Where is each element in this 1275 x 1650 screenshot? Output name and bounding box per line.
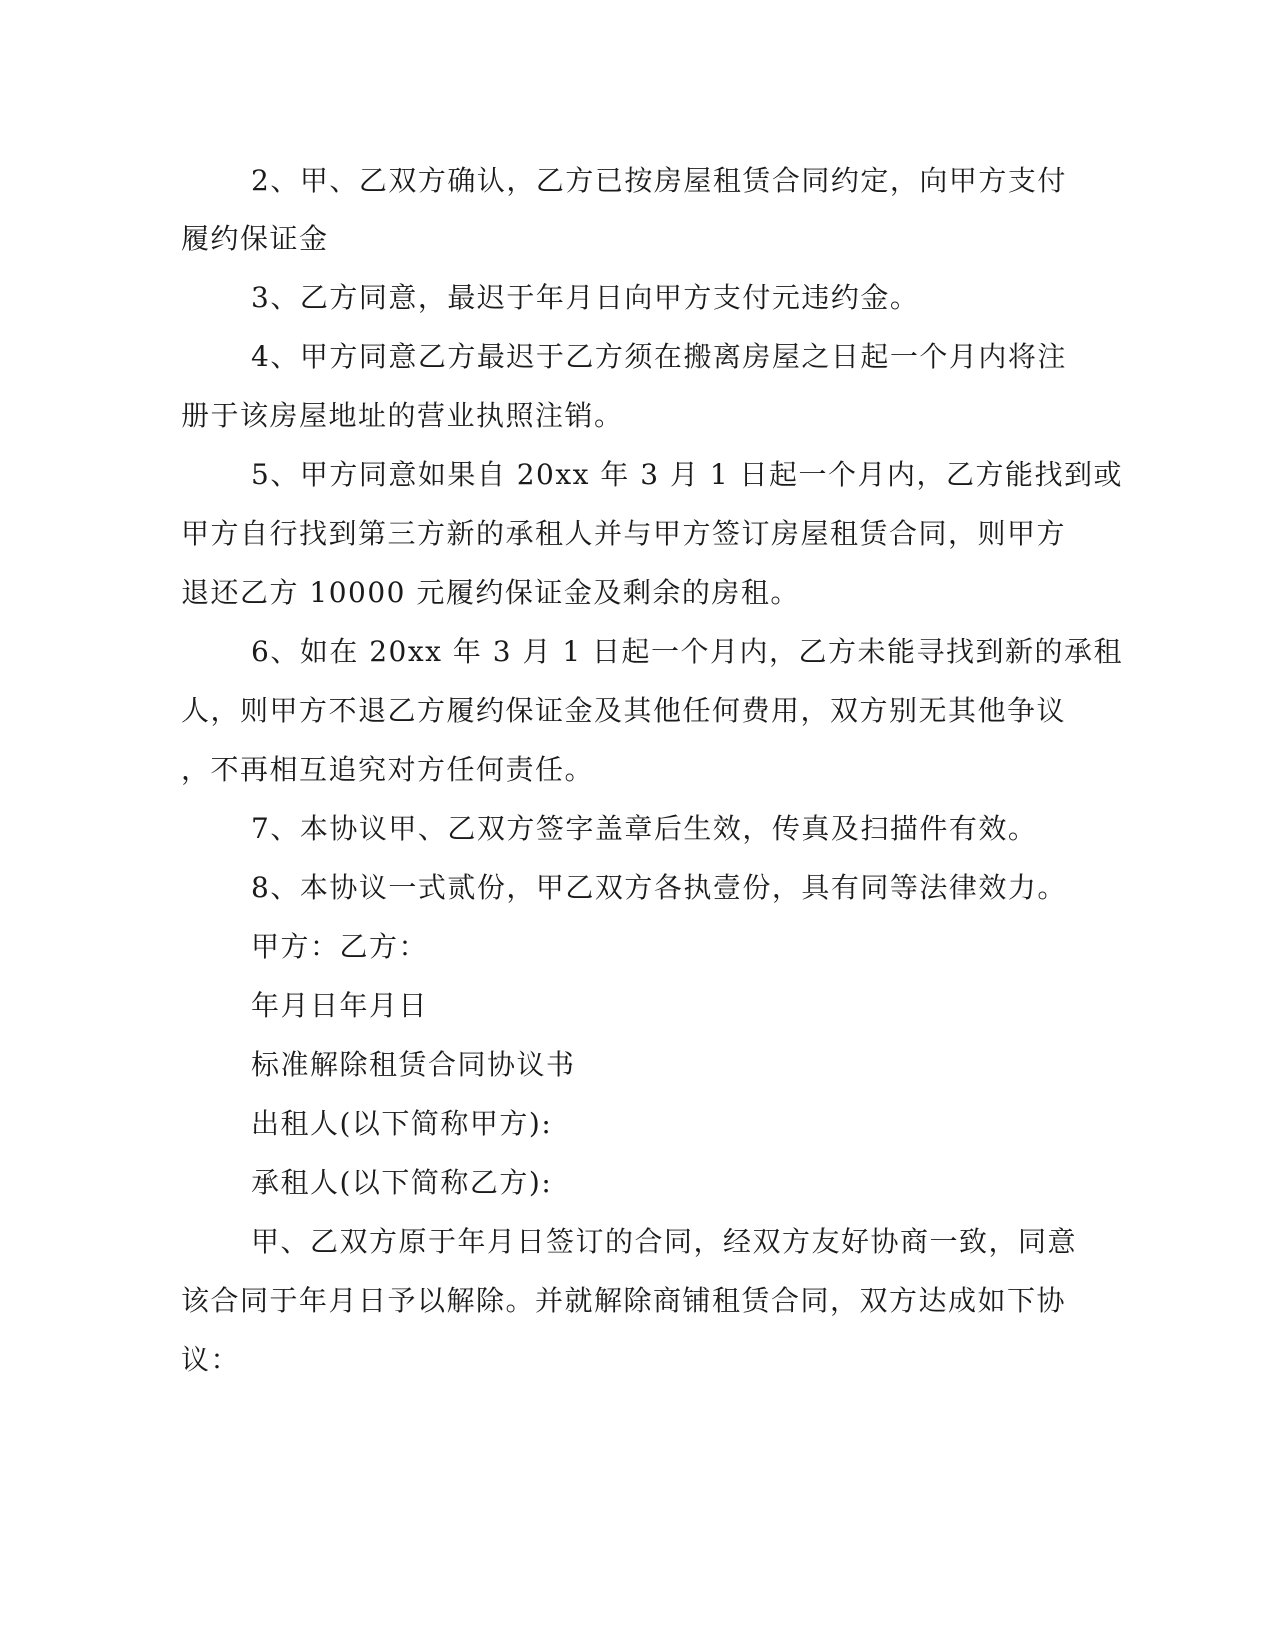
lessee-line: 承租人(以下简称乙方):: [251, 1166, 553, 1199]
clause-7: 7、本协议甲、乙双方签字盖章后生效，传真及扫描件有效。: [251, 812, 1038, 845]
clause-5-line-2: 甲方自行找到第三方新的承租人并与甲方签订房屋租赁合同，则甲方: [181, 517, 1067, 550]
clause-5-line-1: 5、甲方同意如果自 20xx 年 3 月 1 日起一个月内，乙方能找到或: [251, 458, 1124, 491]
lessor-line: 出租人(以下简称甲方):: [251, 1107, 553, 1140]
clause-2-line-2: 履约保证金: [181, 222, 329, 255]
clause-4-line-1: 4、甲方同意乙方最迟于乙方须在搬离房屋之日起一个月内将注: [251, 340, 1067, 373]
clause-6-line-3: ，不再相互追究对方任何责任。: [181, 753, 595, 786]
clause-6-line-1: 6、如在 20xx 年 3 月 1 日起一个月内，乙方未能寻找到新的承租: [251, 635, 1124, 668]
preamble-line-2: 该合同于年月日予以解除。并就解除商铺租赁合同，双方达成如下协: [181, 1284, 1067, 1317]
clause-5-line-3: 退还乙方 10000 元履约保证金及剩余的房租。: [181, 576, 800, 609]
clause-4-line-2: 册于该房屋地址的营业执照注销。: [181, 399, 624, 432]
agreement-title: 标准解除租赁合同协议书: [251, 1048, 576, 1081]
preamble-line-1: 甲、乙双方原于年月日签订的合同，经双方友好协商一致，同意: [251, 1225, 1078, 1258]
clause-2-line-1: 2、甲、乙双方确认，乙方已按房屋租赁合同约定，向甲方支付: [251, 164, 1067, 197]
clause-3: 3、乙方同意，最迟于年月日向甲方支付元违约金。: [251, 281, 920, 314]
signature-dates: 年月日年月日: [251, 989, 429, 1022]
preamble-line-3: 议：: [181, 1343, 241, 1376]
clause-6-line-2: 人，则甲方不退乙方履约保证金及其他任何费用，双方别无其他争议: [181, 694, 1067, 727]
clause-8: 8、本协议一式贰份，甲乙双方各执壹份，具有同等法律效力。: [251, 871, 1067, 904]
signature-parties: 甲方：乙方：: [251, 930, 429, 963]
